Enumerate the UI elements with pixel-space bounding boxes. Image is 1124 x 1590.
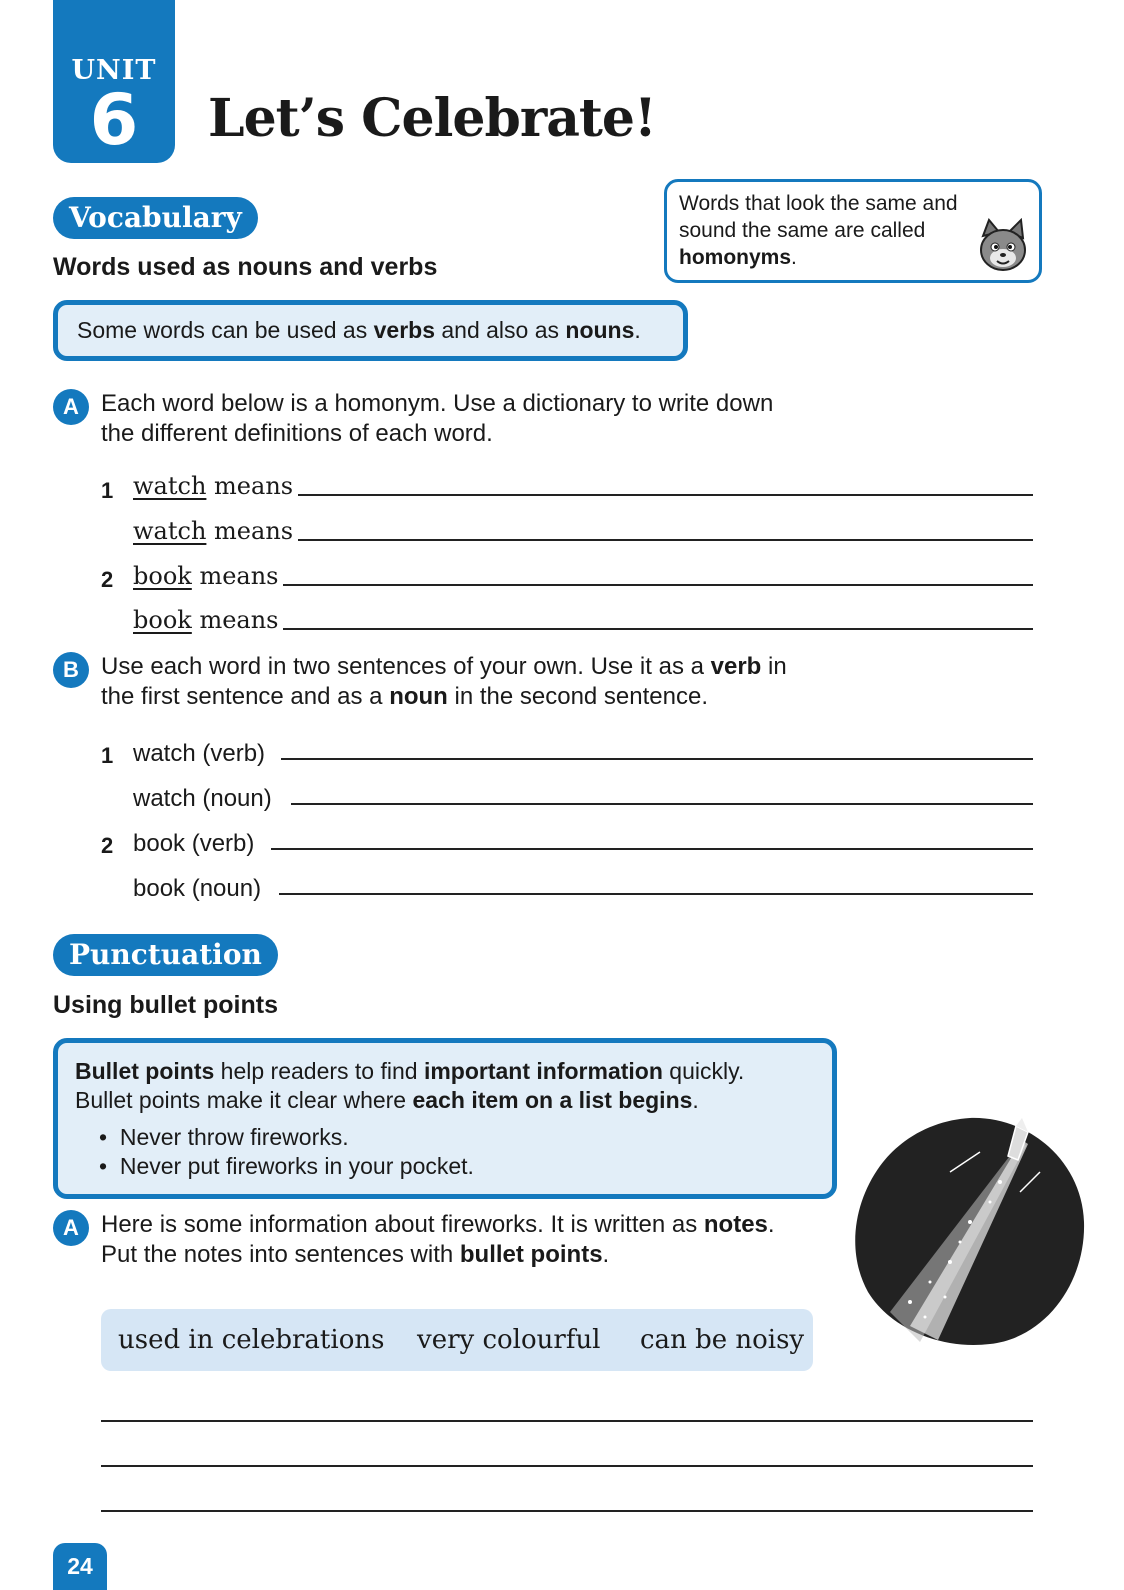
vocabulary-subheading: Words used as nouns and verbs	[53, 253, 438, 281]
unit-label: UNIT	[71, 55, 157, 86]
activity-a-instructions	[101, 389, 841, 449]
tip-keyword: homonyms	[679, 246, 792, 269]
answer-line[interactable]	[101, 1465, 1033, 1467]
definition-label	[133, 606, 279, 634]
unit-number: 6	[89, 79, 139, 161]
note-item: can be noisy	[640, 1325, 805, 1355]
sentence-label: book (noun)	[133, 875, 262, 902]
instruction-text: the first sentence and as a	[101, 683, 390, 710]
instruction-text: .	[602, 1241, 610, 1268]
item-number: 2	[101, 567, 114, 592]
rule-keyword: Bullet points	[75, 1058, 215, 1084]
vocabulary-rule-box	[53, 300, 688, 361]
bullet-item: • Never throw fireworks.	[99, 1124, 349, 1150]
instruction-text: Use each word in two sentences of your own. Use it as a	[101, 653, 711, 680]
unit-tab	[53, 0, 175, 163]
bullet-text: Never put fireworks in your pocket.	[119, 1153, 474, 1179]
rule-keyword: each item on a list begins	[412, 1087, 693, 1113]
instruction-line	[101, 682, 841, 712]
punctuation-rule-box	[53, 1038, 837, 1199]
means-label: means	[199, 606, 279, 634]
bullet-list	[75, 1123, 815, 1181]
instruction-text: Put the notes into sentences with	[101, 1241, 460, 1268]
answer-line[interactable]	[283, 628, 1033, 630]
instruction-line: Each word below is a homonym. Use a dictionary to write down	[101, 390, 774, 417]
sentence-label: watch (verb)	[133, 740, 266, 767]
sentence-label: book (verb)	[133, 830, 255, 857]
firework-rocket-illustration	[850, 1112, 1088, 1352]
homonym-word: watch	[133, 472, 207, 500]
homonym-word: book	[133, 606, 192, 634]
activity-badge-b: B	[53, 652, 89, 688]
answer-line[interactable]	[101, 1420, 1033, 1422]
rule-text: Bullet points make it clear where	[75, 1087, 413, 1113]
rule-text: Some words can be used as	[77, 317, 374, 343]
means-label: means	[199, 562, 279, 590]
rule-period: .	[634, 317, 641, 343]
bullet-item: • Never put fireworks in your pocket.	[99, 1153, 474, 1179]
means-label: means	[214, 517, 294, 545]
bullet-text: Never throw fireworks.	[119, 1124, 349, 1150]
instruction-line: the different definitions of each word.	[101, 420, 493, 447]
rule-text: help readers to find	[214, 1058, 424, 1084]
item-number: 2	[101, 833, 114, 858]
activity-badge-a: A	[53, 389, 89, 425]
answer-line[interactable]	[298, 539, 1033, 541]
item-number: 1	[101, 743, 114, 768]
activity-badge-a: A	[53, 1210, 89, 1246]
activity-b-instructions	[101, 652, 841, 712]
homonym-word: watch	[133, 517, 207, 545]
answer-line[interactable]	[279, 893, 1033, 895]
note-item: very colourful	[417, 1325, 601, 1355]
item-number: 1	[101, 478, 114, 503]
rule-line	[75, 1057, 815, 1086]
instruction-line	[101, 1240, 831, 1270]
means-label: means	[214, 472, 294, 500]
rule-text: quickly.	[662, 1058, 745, 1084]
tip-line-2: sound the same are called	[679, 219, 926, 242]
homonym-word: book	[133, 562, 192, 590]
sentence-label: watch (noun)	[133, 785, 272, 812]
instruction-text: .	[767, 1211, 775, 1238]
instruction-text: in	[761, 653, 787, 680]
instruction-keyword: notes	[703, 1211, 768, 1238]
instruction-text: in the second sentence.	[447, 683, 709, 710]
answer-line[interactable]	[281, 758, 1033, 760]
instruction-line	[101, 1210, 831, 1240]
page-number: 24	[53, 1543, 107, 1590]
answer-line[interactable]	[291, 803, 1033, 805]
rule-verbs: verbs	[373, 317, 435, 343]
cat-mascot-icon	[973, 218, 1035, 278]
definition-label	[133, 562, 279, 590]
answer-line[interactable]	[101, 1510, 1033, 1512]
instruction-text: Here is some information about fireworks. It is written as	[101, 1211, 704, 1238]
rule-text: .	[692, 1087, 699, 1113]
rule-line	[75, 1086, 815, 1115]
page-title: Let’s Celebrate!	[208, 88, 656, 149]
definition-label	[133, 517, 293, 545]
tip-period: .	[791, 246, 797, 269]
instruction-keyword: noun	[389, 683, 448, 710]
answer-line[interactable]	[271, 848, 1033, 850]
note-item: used in celebrations	[118, 1325, 385, 1355]
definition-label	[133, 472, 293, 500]
answer-line[interactable]	[298, 494, 1033, 496]
answer-line[interactable]	[283, 584, 1033, 586]
tip-box	[664, 179, 1042, 283]
punctuation-subheading: Using bullet points	[53, 991, 278, 1019]
punctuation-activity-instructions	[101, 1210, 831, 1270]
rule-text-mid: and also as	[434, 317, 566, 343]
instruction-keyword: bullet points	[459, 1241, 603, 1268]
tip-line-1: Words that look the same and	[679, 192, 958, 215]
rule-nouns: nouns	[565, 317, 635, 343]
instruction-line	[101, 652, 841, 682]
section-vocabulary: Vocabulary	[53, 197, 258, 239]
instruction-keyword: verb	[710, 653, 762, 680]
section-punctuation: Punctuation	[53, 934, 278, 976]
rule-keyword: important information	[423, 1058, 663, 1084]
notes-box	[101, 1309, 813, 1371]
